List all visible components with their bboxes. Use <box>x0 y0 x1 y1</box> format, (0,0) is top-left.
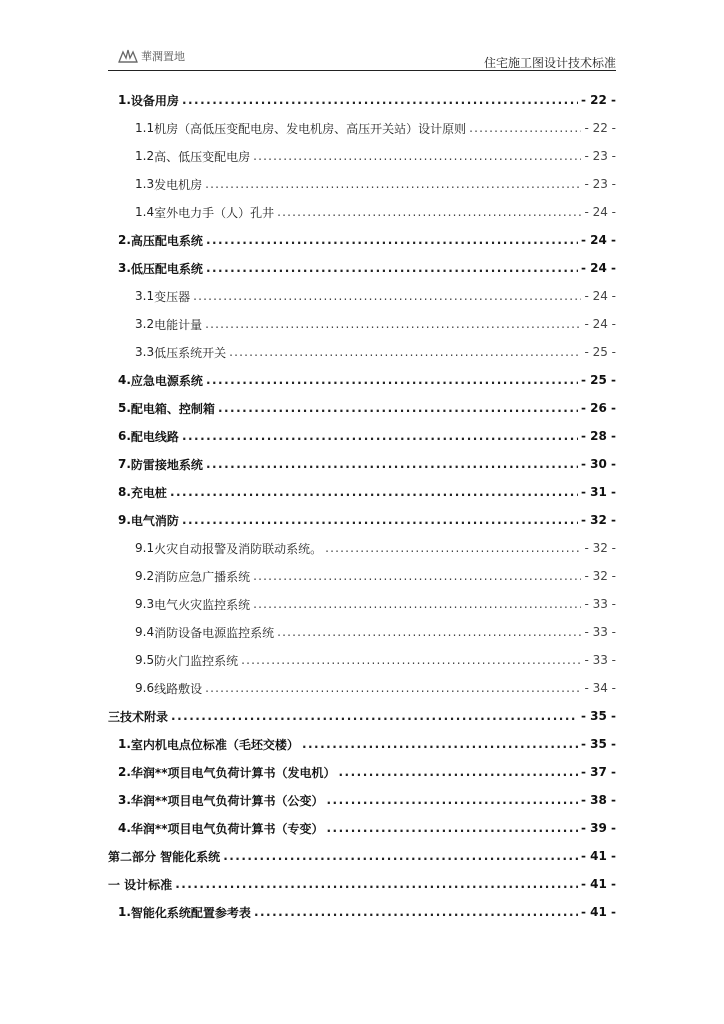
toc-entry-title: 设备用房 <box>130 93 179 108</box>
toc-leader-dots <box>277 625 581 639</box>
toc-entry-number: 1. <box>118 93 131 107</box>
toc-entry[interactable] <box>108 814 616 842</box>
toc-leader-dots <box>223 849 578 863</box>
toc-page-number: - 35 - <box>580 737 616 751</box>
toc-page-number: - 37 - <box>580 765 616 779</box>
toc-page-number: - 23 - <box>584 149 616 163</box>
toc-entry-title: 室外电力手（人）孔井 <box>154 205 275 220</box>
toc-entry-number: 9.2 <box>135 569 155 583</box>
toc-entry-title: 机房（高低压变配电房、发电机房、高压开关站）设计原则 <box>154 121 467 136</box>
toc-leader-dots <box>182 513 578 527</box>
toc-page-number: - 34 - <box>584 681 616 695</box>
toc-page-number: - 24 - <box>580 261 616 275</box>
toc-entry[interactable] <box>108 786 616 814</box>
toc-page-number: - 24 - <box>584 205 616 219</box>
toc-entry-number: 1.3 <box>135 177 155 191</box>
toc-entry-title: 防雷接地系统 <box>130 457 203 472</box>
toc-entry-number: 9.1 <box>135 541 155 555</box>
toc-entry-title: 消防应急广播系统 <box>154 569 251 584</box>
toc-leader-dots <box>302 737 578 751</box>
toc-entry-title: 华润**项目电气负荷计算书（专变） <box>130 821 324 836</box>
toc-leader-dots <box>206 233 578 247</box>
toc-entry-number: 1.2 <box>135 149 155 163</box>
toc-entry[interactable] <box>108 702 616 730</box>
toc-entry[interactable] <box>108 730 616 758</box>
toc-entry-title: 第二部分 智能化系统 <box>108 849 221 864</box>
toc-leader-dots <box>253 149 581 163</box>
toc-leader-dots <box>326 821 578 835</box>
toc-entry-number: 9. <box>118 513 131 527</box>
toc-entry[interactable] <box>108 394 616 422</box>
toc-entry-number: 3.1 <box>135 289 155 303</box>
toc-page-number: - 33 - <box>584 653 616 667</box>
toc-leader-dots <box>175 877 578 891</box>
toc-entry-number: 3.3 <box>135 345 155 359</box>
toc-page-number: - 39 - <box>580 821 616 835</box>
toc-entry[interactable] <box>108 114 616 142</box>
toc-entry[interactable] <box>108 282 616 310</box>
toc-entry[interactable] <box>108 506 616 534</box>
toc-leader-dots <box>206 373 578 387</box>
toc-page-number: - 24 - <box>580 233 616 247</box>
toc-entry[interactable] <box>108 170 616 198</box>
toc-entry[interactable] <box>108 142 616 170</box>
toc-leader-dots <box>241 653 581 667</box>
crown-logo-icon <box>118 49 138 63</box>
toc-leader-dots <box>206 261 578 275</box>
toc-entry-number: 3.2 <box>135 317 155 331</box>
toc-leader-dots <box>170 485 578 499</box>
document-title: 住宅施工图设计技术标准 <box>483 56 616 70</box>
toc-entry[interactable] <box>108 86 616 114</box>
toc-entry-title: 变压器 <box>154 289 191 304</box>
toc-page-number: - 32 - <box>584 541 616 555</box>
toc-entry-title: 应急电源系统 <box>130 373 203 388</box>
toc-entry-title: 低压系统开关 <box>154 345 227 360</box>
toc-leader-dots <box>218 401 578 415</box>
toc-page-number: - 38 - <box>580 793 616 807</box>
toc-page-number: - 41 - <box>580 905 616 919</box>
toc-entry-number: 9.6 <box>135 681 155 695</box>
toc-entry-title: 室内机电点位标准（毛坯交楼） <box>130 737 299 752</box>
toc-entry-title: 智能化系统配置参考表 <box>130 905 251 920</box>
toc-entry[interactable] <box>108 534 616 562</box>
toc-page-number: - 41 - <box>580 877 616 891</box>
toc-page-number: - 25 - <box>584 345 616 359</box>
toc-page-number: - 32 - <box>584 569 616 583</box>
toc-page-number: - 26 - <box>580 401 616 415</box>
toc-entry-number: 4. <box>118 373 131 387</box>
toc-entry-title: 电气火灾监控系统 <box>154 597 251 612</box>
toc-entry-number: 1.4 <box>135 205 155 219</box>
toc-entry-title: 低压配电系统 <box>130 261 203 276</box>
toc-page-number: - 23 - <box>584 177 616 191</box>
toc-entry-title: 充电桩 <box>130 485 167 500</box>
toc-page-number: - 28 - <box>580 429 616 443</box>
header-divider <box>108 70 616 71</box>
toc-page-number: - 24 - <box>584 317 616 331</box>
table-of-contents <box>108 86 616 926</box>
toc-entry-title: 三技术附录 <box>108 709 169 724</box>
toc-entry-number: 9.3 <box>135 597 155 611</box>
toc-entry-number: 9.5 <box>135 653 155 667</box>
toc-page-number: - 22 - <box>584 121 616 135</box>
toc-entry-title: 配电箱、控制箱 <box>130 401 215 416</box>
toc-entry[interactable] <box>108 842 616 870</box>
toc-entry[interactable] <box>108 338 616 366</box>
toc-entry[interactable] <box>108 422 616 450</box>
toc-entry-number: 6. <box>118 429 131 443</box>
toc-page-number: - 22 - <box>580 93 616 107</box>
company-logo <box>118 48 185 64</box>
toc-entry[interactable] <box>108 198 616 226</box>
toc-entry[interactable] <box>108 450 616 478</box>
logo-text: 華潤置地 <box>141 50 185 63</box>
toc-entry-title: 发电机房 <box>154 177 203 192</box>
toc-page-number: - 35 - <box>580 709 616 723</box>
toc-entry-number: 1.1 <box>135 121 155 135</box>
toc-leader-dots <box>254 905 578 919</box>
toc-entry-number: 2. <box>118 765 131 779</box>
toc-leader-dots <box>205 317 581 331</box>
toc-entry-title: 华润**项目电气负荷计算书（发电机） <box>130 765 336 780</box>
toc-entry-title: 华润**项目电气负荷计算书（公变） <box>130 793 324 808</box>
toc-leader-dots <box>229 345 581 359</box>
toc-entry[interactable] <box>108 674 616 702</box>
toc-entry-title: 高、低压变配电房 <box>154 149 251 164</box>
toc-leader-dots <box>182 429 578 443</box>
toc-entry-title: 消防设备电源监控系统 <box>154 625 275 640</box>
toc-page-number: - 31 - <box>580 485 616 499</box>
toc-entry[interactable] <box>108 758 616 786</box>
toc-entry-number: 8. <box>118 485 131 499</box>
toc-page-number: - 32 - <box>580 513 616 527</box>
toc-entry[interactable] <box>108 898 616 926</box>
toc-leader-dots <box>253 569 581 583</box>
toc-entry[interactable] <box>108 366 616 394</box>
toc-leader-dots <box>277 205 581 219</box>
toc-entry-title: 火灾自动报警及消防联动系统。 <box>154 541 323 556</box>
toc-entry[interactable] <box>108 310 616 338</box>
toc-leader-dots <box>171 709 578 723</box>
toc-page-number: - 25 - <box>580 373 616 387</box>
toc-entry-number: 3. <box>118 261 131 275</box>
toc-entry-title: 电能计量 <box>154 317 203 332</box>
toc-entry[interactable] <box>108 870 616 898</box>
toc-leader-dots <box>338 765 578 779</box>
toc-entry[interactable] <box>108 562 616 590</box>
toc-entry-title: 电气消防 <box>130 513 179 528</box>
toc-entry-title: 配电线路 <box>130 429 179 444</box>
toc-entry-number: 9.4 <box>135 625 155 639</box>
toc-page-number: - 33 - <box>584 625 616 639</box>
toc-leader-dots <box>205 177 581 191</box>
toc-entry-number: 7. <box>118 457 131 471</box>
toc-leader-dots <box>193 289 581 303</box>
toc-leader-dots <box>469 121 581 135</box>
toc-entry[interactable] <box>108 226 616 254</box>
toc-page-number: - 30 - <box>580 457 616 471</box>
toc-entry-number: 1. <box>118 737 131 751</box>
toc-leader-dots <box>253 597 581 611</box>
toc-entry[interactable] <box>108 254 616 282</box>
toc-leader-dots <box>326 793 578 807</box>
toc-leader-dots <box>325 541 581 555</box>
page-header <box>108 42 616 72</box>
toc-entry-number: 3. <box>118 793 131 807</box>
toc-leader-dots <box>205 681 581 695</box>
toc-entry-title: 线路敷设 <box>154 681 203 696</box>
toc-entry-title: 防火门监控系统 <box>154 653 239 668</box>
toc-entry-number: 2. <box>118 233 131 247</box>
toc-entry[interactable] <box>108 646 616 674</box>
toc-leader-dots <box>206 457 578 471</box>
toc-entry-title: 一 设计标准 <box>108 877 173 892</box>
toc-page-number: - 41 - <box>580 849 616 863</box>
toc-entry-number: 4. <box>118 821 131 835</box>
toc-entry-number: 1. <box>118 905 131 919</box>
toc-leader-dots <box>182 93 578 107</box>
toc-entry-number: 5. <box>118 401 131 415</box>
toc-entry-title: 高压配电系统 <box>130 233 203 248</box>
toc-entry[interactable] <box>108 478 616 506</box>
toc-entry[interactable] <box>108 590 616 618</box>
toc-page-number: - 33 - <box>584 597 616 611</box>
toc-entry[interactable] <box>108 618 616 646</box>
toc-page-number: - 24 - <box>584 289 616 303</box>
